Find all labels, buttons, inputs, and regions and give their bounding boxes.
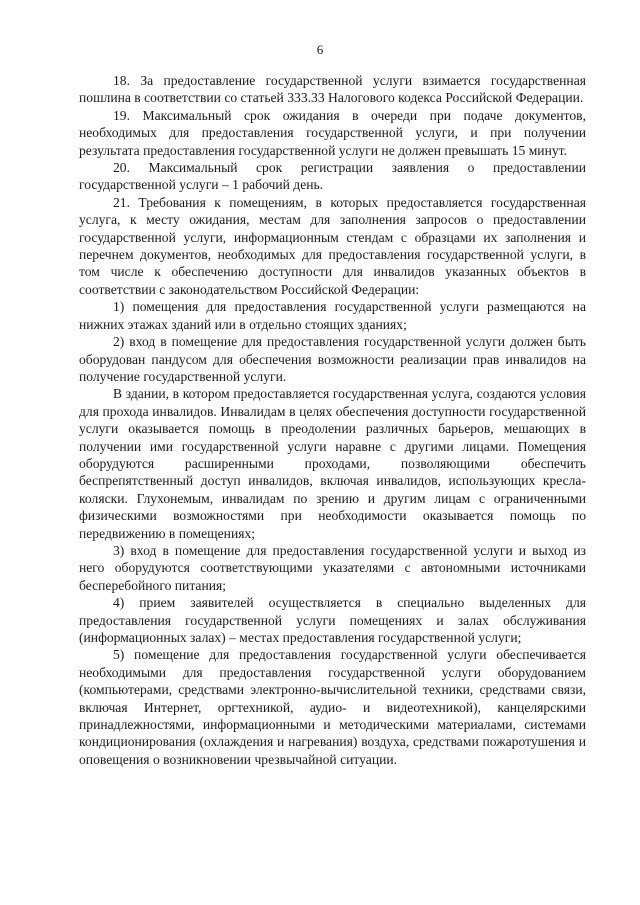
list-item-4: 4) прием заявителей осуществляется в специально выделенных для предоставления государственной услуги помещениях и залах обслуживания (информационных залах) – местах предоставления государственной услуги; [79, 595, 586, 645]
paragraph-21: 21. Требования к помещениям, в которых предоставляется государственная услуга, к месту ожидания, местам для заполнения запросов о предоставлении государственной услуги, информационным стендам с образцами их заполнения и перечнем документов, необходимых для предоставления государственной услуги, в том числе к обеспечению доступности для инвалидов указанных объектов в соответствии с законодательством Российской Федерации: [79, 194, 586, 297]
list-item-5: 5) помещение для предоставления государственной услуги обеспечивается необходимыми для предоставления государственной услуги оборудованием (компьютерами, средствами электронно-вычислительной техники, средствами связи, включая Интернет, оргтехникой, аудио- и видеотехникой), канцелярскими принадлежностями, информационными и методическими материалами, системами кондиционирования (охлаждения и нагревания) воздуха, средствами пожаротушения и оповещения о возникновении чрезвычайной ситуации. [79, 647, 586, 767]
accessibility-paragraph: В здании, в котором предоставляется государственная услуга, создаются условия для прохода инвалидов. Инвалидам в целях обеспечения доступности государственной услуги оказывается помощь в преодолении различных барьеров, мешающих в получении ими государственной услуги наравне с другими лицами. Помещения оборудуются расширенными проходами, позволяющими обеспечить беспрепятственный доступ инвалидов, включая инвалидов, использующих кресла-коляски. Глухонемым, инвалидам по зрению и другим лицам с ограниченными физическими возможностями при необходимости оказывается помощь по передвижению в помещениях; [79, 386, 586, 541]
document-body [79, 72, 586, 768]
paragraph-19: 19. Максимальный срок ожидания в очереди при подаче документов, необходимых для предоставления государственной услуги, и при получении результата предоставления государственной услуги не должен превышать 15 минут. [79, 107, 586, 158]
paragraph-20: 20. Максимальный срок регистрации заявления о предоставлении государственной услуги – 1 рабочий день. [79, 160, 586, 193]
list-item-2: 2) вход в помещение для предоставления государственной услуги должен быть оборудован пандусом для обеспечения возможности реализации прав инвалидов на получение государственной услуги. [79, 334, 586, 384]
list-item-3: 3) вход в помещение для предоставления государственной услуги и выход из него оборудуются соответствующими указателями с автономными источниками бесперебойного питания; [79, 542, 586, 593]
page-number: 6 [316, 42, 324, 57]
paragraph-18: 18. За предоставление государственной услуги взимается государственная пошлина в соответствии со статьей 333.33 Налогового кодекса Российской Федерации. [79, 73, 586, 106]
list-item-1: 1) помещения для предоставления государственной услуги размещаются на нижних этажах зданий или в отдельно стоящих зданиях; [79, 299, 586, 332]
